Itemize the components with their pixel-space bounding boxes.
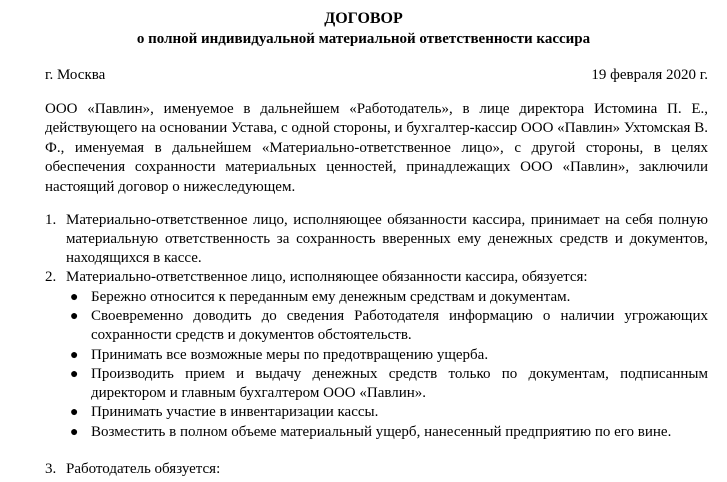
bullet-icon: ● — [70, 405, 79, 420]
document-subtitle: о полной индивидуальной материальной ответственности кассира — [136, 31, 591, 47]
obligation-item — [70, 403, 708, 422]
clause-number: 2. — [45, 269, 57, 285]
clause-text: Работодатель обязуется: — [66, 461, 221, 477]
clause-number: 1. — [45, 212, 57, 228]
contract-date: 19 февраля 2020 г. — [591, 67, 708, 83]
obligation-text: Бережно относится к переданным ему денежным средствам и документам. — [91, 289, 571, 305]
clause-number: 3. — [45, 461, 57, 477]
bullet-icon: ● — [70, 348, 79, 363]
clause-text: Материально-ответственное лицо, исполняющее обязанности кассира, обязуется: — [66, 269, 588, 285]
obligation-text: Производить прием и выдачу денежных средств только по документам, подписанным директором и главным бухгалтером ООО «Павлин». — [91, 366, 708, 401]
obligation-item — [70, 288, 708, 307]
contract-place: г. Москва — [45, 67, 106, 83]
clause-2 — [45, 268, 708, 287]
bullet-icon: ● — [70, 290, 79, 305]
obligation-text: Своевременно доводить до сведения Работодателя информацию о наличии угрожающих сохранности средств и документов обстоятельств. — [91, 308, 708, 343]
obligation-text: Принимать все возможные меры по предотвращению ущерба. — [91, 347, 489, 363]
bullet-icon: ● — [70, 309, 79, 324]
preamble-paragraph: ООО «Павлин», именуемое в дальнейшем «Работодатель», в лице директора Истомина П. Е., действующего на основании Устава, с одной стороны, и бухгалтер-кассир ООО «Павлин» Ухтомская В. Ф., именуемая в дальнейшем «Материально-ответственное лицо», с другой стороны, в целях обеспечения сохранности материальных ценностей, принадлежащих ООО «Павлин», заключили настоящий договор о нижеследующем. — [45, 101, 708, 195]
obligation-item — [70, 346, 708, 365]
clause-text: Материально-ответственное лицо, исполняющее обязанности кассира, принимает на себя полную материальную ответственность за сохранность вверенных ему денежных средств и документов, находящихся в кассе. — [66, 212, 708, 266]
clause-3 — [45, 460, 708, 479]
clause-1 — [45, 211, 708, 268]
obligation-item — [70, 423, 708, 442]
obligation-item — [70, 365, 708, 403]
bullet-icon: ● — [70, 425, 79, 440]
obligation-text: Принимать участие в инвентаризации кассы. — [91, 404, 379, 420]
obligation-text: Возместить в полном объеме материальный ущерб, нанесенный предприятию по его вине. — [91, 424, 672, 440]
obligation-item — [70, 307, 708, 345]
bullet-icon: ● — [70, 367, 79, 382]
document-title: ДОГОВОР — [324, 10, 403, 27]
